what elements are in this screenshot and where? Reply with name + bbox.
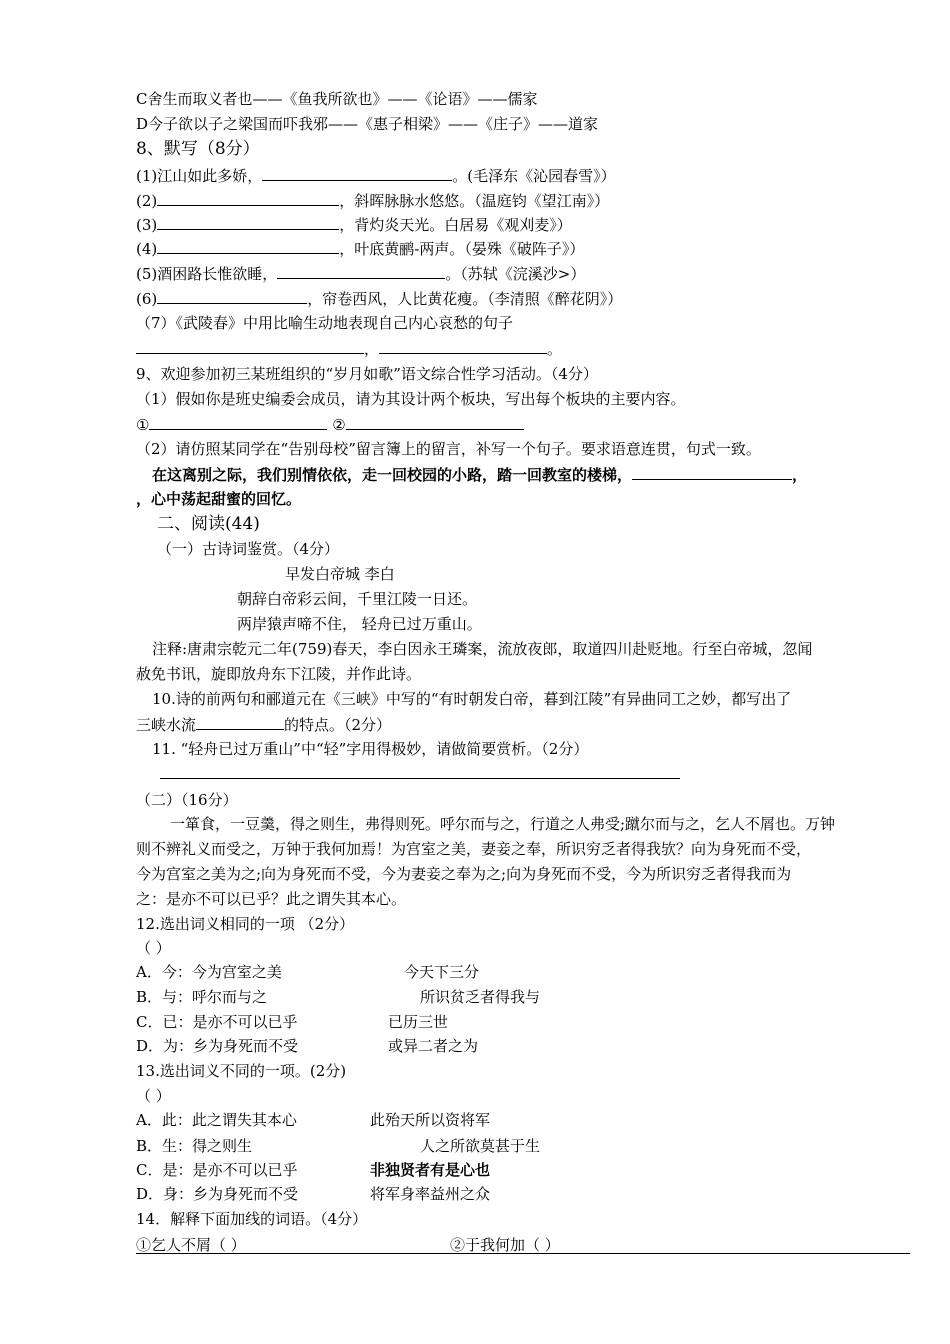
fill-blank-1-prefix: (1)江山如此多娇， (136, 167, 263, 185)
question-10-line-1: 10.诗的前两句和郦道元在《三峡》中写的“有时朝发白帝，暮到江陵”有异曲同工之妙，都写出了 (152, 690, 792, 708)
question-9-part-2: （2）请仿照某同学在“告别母校”留言簿上的留言，补写一个句子。要求语意连贯，句式一致。 (136, 440, 761, 458)
fill-blank-2-prefix: (2) (136, 192, 158, 210)
answer-blank-6[interactable] (157, 288, 307, 304)
sample-message-line-2: ，心中荡起甜蜜的回忆。 (136, 490, 302, 508)
fill-blank-1-suffix: 。(毛泽东《沁园春雪》） (452, 167, 616, 185)
question-11: 11. “轻舟已过万重山”中“轻”字用得极妙，请做简要赏析。（2分） (152, 740, 589, 758)
answer-blank-9b[interactable] (346, 414, 524, 430)
fill-blank-4-suffix: ，叶底黄鹂-两声。（晏殊《破阵子》） (339, 240, 585, 258)
option-b-right: 所识贫乏者得我与 (420, 988, 541, 1006)
fill-blank-3 (136, 214, 572, 235)
option-d-right: 或异二者之为 (388, 1037, 479, 1055)
answer-blank-7a[interactable] (136, 338, 364, 354)
option-b-left: B．生：得之则生 (136, 1137, 253, 1155)
answer-blank-1[interactable] (262, 165, 452, 181)
fill-blank-5 (136, 263, 585, 284)
fill-blank-7 (136, 338, 562, 359)
question-12-option-b (136, 987, 541, 1007)
question-9-part-1: （1）假如你是班史编委会成员，请为其设计两个板块，写出每个板块的主要内容。 (136, 390, 686, 408)
fill-blank-3-prefix: (3) (136, 216, 158, 234)
option-d-right: 将军身率益州之众 (370, 1185, 491, 1203)
question-13-option-c (136, 1160, 491, 1180)
question-12-heading: 12.选出词义相同的一项 （2分） (136, 915, 355, 933)
poem-title: 早发白帝城 李白 (285, 565, 395, 583)
circle-2-label: ② (332, 416, 346, 434)
poem-note-line-2: 赦免书讯，旋即放舟东下江陵，并作此诗。 (136, 665, 422, 683)
sample-message-line-1 (152, 464, 807, 485)
answer-blank-5[interactable] (277, 263, 445, 279)
question-12-option-c (136, 1012, 449, 1032)
question-13-heading: 13.选出词义不同的一项。(2分) (136, 1062, 347, 1080)
fill-blank-2-suffix: ，斜晖脉脉水悠悠。（温庭钧《望江南》） (339, 192, 610, 210)
option-a-left: A．今：今为宫室之美 (136, 963, 282, 981)
sample-message-comma: ， (792, 466, 808, 484)
sample-message-text: 在这离别之际，我们别情依依，走一回校园的小路，踏一回教室的楼梯， (152, 466, 633, 484)
poem-section-heading: （一）古诗词鉴赏。（4分） (157, 540, 340, 558)
question-12-option-d (136, 1036, 479, 1056)
option-b-right: 人之所欲莫甚于生 (420, 1137, 541, 1155)
question-9-heading: 9、欢迎参加初三某班组织的“岁月如歌”语文综合性学习活动。（4分） (136, 365, 598, 383)
answer-blank-9a[interactable] (149, 414, 327, 430)
question-13-option-b (136, 1136, 541, 1156)
question-12-answer-bracket[interactable]: （ ） (136, 939, 171, 957)
option-a-left: A．此：此之谓失其本心 (136, 1111, 297, 1129)
passage-section-heading: （二）（16分） (136, 791, 238, 809)
question-14-items (136, 1235, 560, 1255)
question-13-option-a (136, 1110, 491, 1130)
answer-blank-9c[interactable] (632, 464, 792, 480)
answer-blank-10[interactable] (196, 714, 284, 730)
fill-blank-7-prompt: （7）《武陵春》中用比喻生动地表现自己内心哀愁的句子 (136, 314, 514, 332)
fill-blank-4 (136, 238, 584, 259)
fill-blank-3-suffix: ，背灼炎天光。白居易《观刈麦》） (339, 216, 572, 234)
option-c-left: C．是：是亦不可以已乎 (136, 1161, 298, 1179)
option-d-left: D．为：乡为身死而不受 (136, 1037, 299, 1055)
fill-blank-7-comma: ， (364, 340, 380, 358)
option-b-left: B．与：呼尔而与之 (136, 988, 268, 1006)
fill-blank-5-suffix: 。（苏轼《浣溪沙>） (445, 265, 586, 283)
poem-line-1: 朝辞白帝彩云间，千里江陵一日还。 (237, 590, 478, 608)
option-d-line: D今子欲以子之梁国而吓我邪——《惠子相梁》——《庄子》——道家 (136, 115, 599, 133)
question-10-suffix: 的特点。（2分） (284, 716, 392, 734)
passage-line-1: 一箪食，一豆羹，得之则生，弗得则死。呼尔而与之，行道之人弗受;蹴尔而与之，乞人不屑也。万钟 (170, 815, 836, 833)
option-a-right: 此殆天所以资将军 (370, 1111, 491, 1129)
circle-1-label: ① (136, 416, 150, 434)
question-12-option-a (136, 962, 480, 982)
section-2-heading: 二、阅读(44) (157, 514, 260, 534)
question-10-prefix: 三峡水流 (136, 716, 197, 734)
item-2[interactable]: ②于我何加（ ） (450, 1236, 560, 1254)
question-9-part-1-answers (136, 414, 524, 435)
passage-line-3: 今为宫室之美为之;向为身死而不受，今为妻妾之奉为之;向为身死而不受，今为所识穷乏者得我而为 (136, 865, 792, 883)
fill-blank-5-prefix: (5)酒困路长惟欲睡， (136, 265, 278, 283)
fill-blank-6 (136, 288, 622, 309)
question-8-heading: 8、默写（8分） (136, 139, 260, 159)
fill-blank-7-period: 。 (547, 340, 563, 358)
item-1[interactable]: ①乞人不屑（ ） (136, 1236, 246, 1254)
option-d-left: D．身：乡为身死而不受 (136, 1185, 299, 1203)
question-10-line-2 (136, 714, 391, 735)
fill-blank-6-suffix: ，帘卷西风，人比黄花瘦。（李清照《醉花阴》） (307, 290, 623, 308)
answer-blank-3[interactable] (157, 214, 339, 230)
answer-blank-2[interactable] (157, 190, 339, 206)
answer-blank-4[interactable] (157, 238, 339, 254)
option-c-right: 已历三世 (388, 1013, 449, 1031)
option-c-line: C舍生而取义者也——《鱼我所欲也》——《论语》——儒家 (136, 90, 538, 108)
fill-blank-2 (136, 190, 609, 211)
option-a-right: 今天下三分 (404, 963, 480, 981)
option-c-right: 非独贤者有是心也 (370, 1161, 491, 1179)
answer-line-14 (136, 1253, 910, 1254)
fill-blank-6-prefix: (6) (136, 290, 158, 308)
fill-blank-1 (136, 165, 616, 186)
question-13-answer-bracket[interactable]: （ ） (136, 1087, 171, 1105)
answer-blank-7b[interactable] (379, 338, 547, 354)
poem-line-2: 两岸猿声啼不住， 轻舟已过万重山。 (237, 615, 482, 633)
question-14-heading: 14．解释下面加线的词语。（4分） (136, 1210, 368, 1228)
fill-blank-4-prefix: (4) (136, 240, 158, 258)
question-13-option-d (136, 1184, 491, 1204)
option-c-left: C．已：是亦不可以已乎 (136, 1013, 298, 1031)
passage-line-4: 之：是亦不可以已乎？此之谓失其本心。 (136, 890, 407, 908)
passage-line-2: 则不辨礼义而受之，万钟于我何加焉！为宫室之美，妻妾之奉，所识穷乏者得我欤？向为身死而不受， (136, 840, 812, 858)
answer-line-11[interactable] (160, 778, 680, 779)
poem-note-line-1: 注释:唐肃宗乾元二年(759)春天，李白因永王璘案，流放夜郎，取道四川赴贬地。行至白帝城，忽闻 (152, 640, 813, 658)
